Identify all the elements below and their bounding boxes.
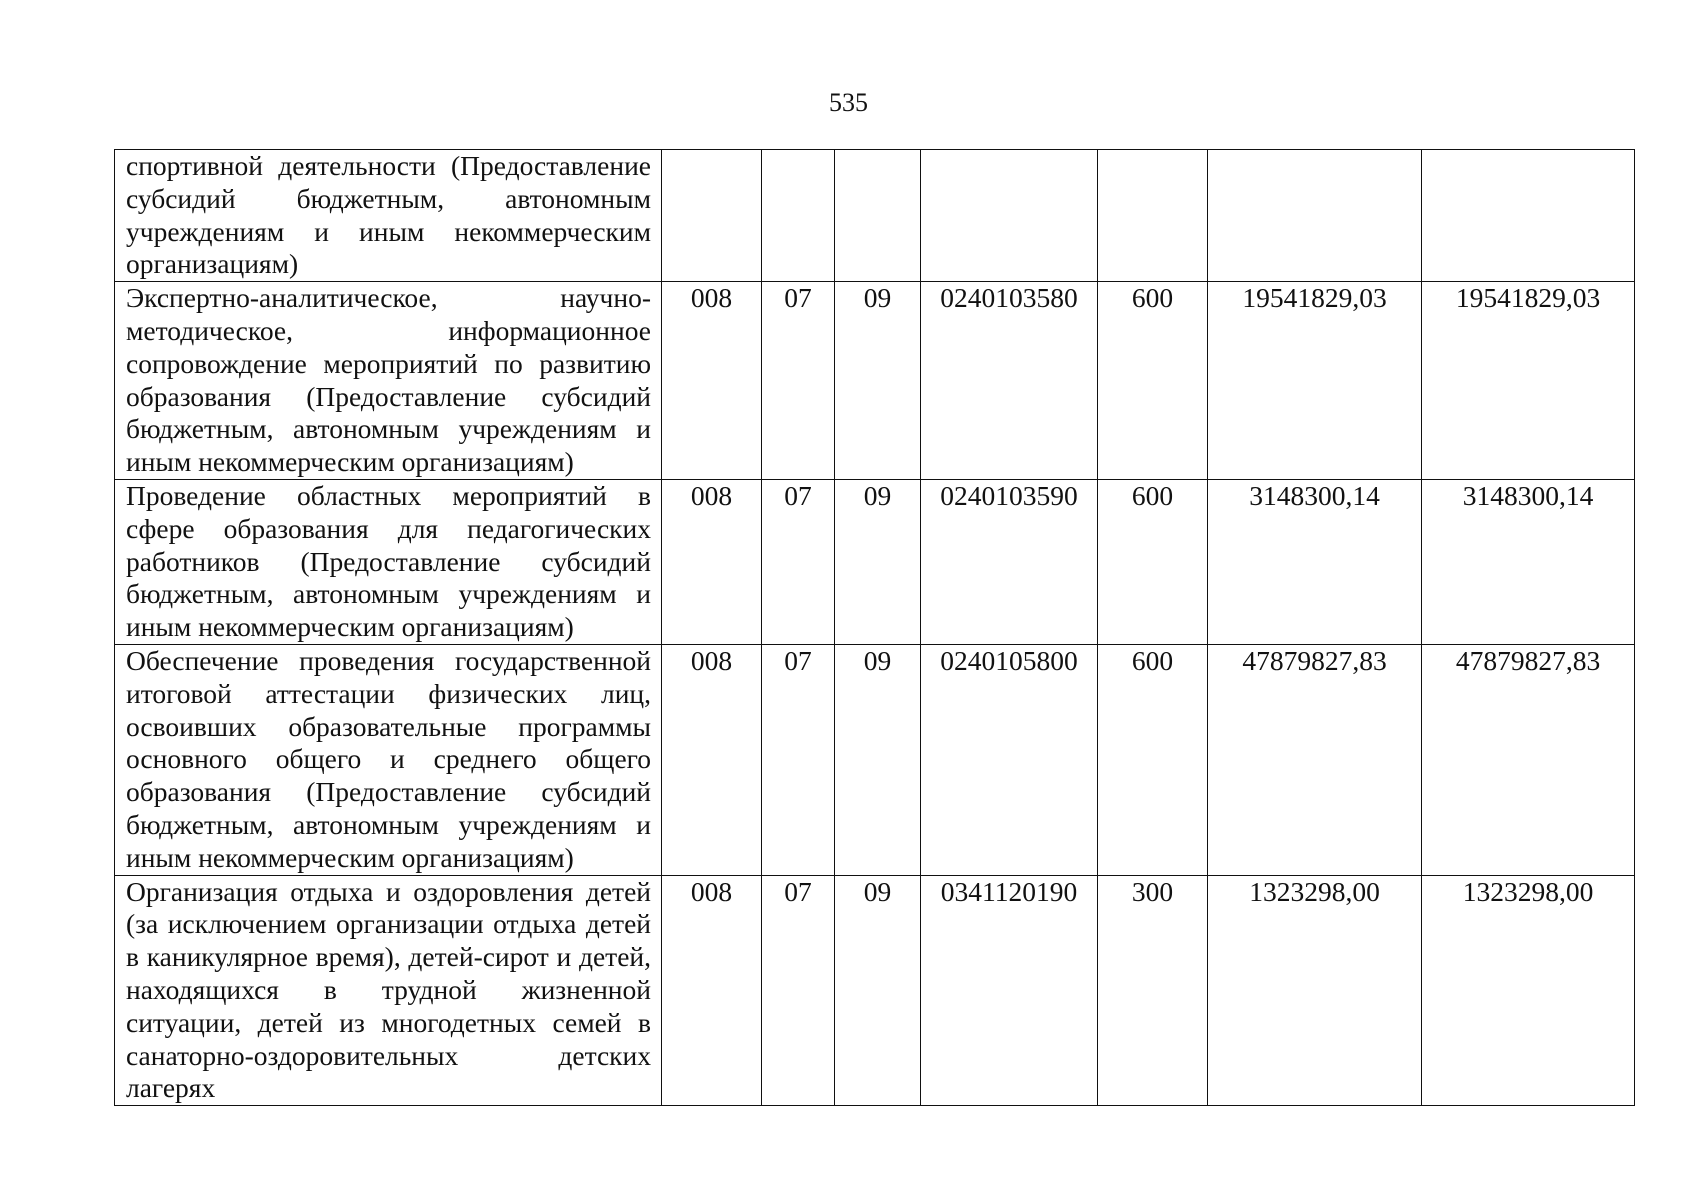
expense-type-code [1098,150,1208,282]
table-row [115,875,1635,1106]
target-article-code: 0341120190 [921,875,1098,1106]
row-description: Проведение областных мероприятий в сфере образования для педагогических работников (Предоставление субсидий бюджетным, автономным учреждениям и иным некоммерческим организациям) [115,479,662,644]
ministry-code: 008 [662,644,762,875]
table-row [115,150,1635,282]
subsection-code: 09 [835,282,921,480]
amount-2 [1422,150,1635,282]
row-description: Обеспечение проведения государственной итоговой аттестации физических лиц, освоивших образовательные программы основного общего и среднего общего образования (Предоставление субсидий бюджетным, автономным учреждениям и иным некоммерческим организациям) [115,644,662,875]
target-article-code [921,150,1098,282]
amount-1 [1208,150,1422,282]
expense-type-code: 300 [1098,875,1208,1106]
row-description: спортивной деятельности (Предоставление субсидий бюджетным, автономным учреждениям и иным некоммерческим организациям) [115,150,662,282]
budget-table [114,149,1635,1106]
amount-1: 19541829,03 [1208,282,1422,480]
section-code: 07 [762,282,835,480]
ministry-code: 008 [662,282,762,480]
target-article-code: 0240105800 [921,644,1098,875]
row-description: Экспертно-аналитическое, научно-методическое, информационное сопровождение мероприятий по развитию образования (Предоставление субсидий бюджетным, автономным учреждениям и иным некоммерческим организациям) [115,282,662,480]
table-row [115,282,1635,480]
expense-type-code: 600 [1098,282,1208,480]
amount-1: 1323298,00 [1208,875,1422,1106]
subsection-code: 09 [835,875,921,1106]
subsection-code [835,150,921,282]
page-number: 535 [829,88,868,117]
table-row [115,479,1635,644]
table-row [115,644,1635,875]
amount-2: 19541829,03 [1422,282,1635,480]
subsection-code: 09 [835,479,921,644]
amount-1: 3148300,14 [1208,479,1422,644]
ministry-code: 008 [662,875,762,1106]
amount-2: 47879827,83 [1422,644,1635,875]
row-description: Организация отдыха и оздоровления детей (за исключением организации отдыха детей в каникулярное время), детей-сирот и детей, находящихся в трудной жизненной ситуации, детей из многодетных семей в санаторно-оздоровительных детских лагерях [115,875,662,1106]
subsection-code: 09 [835,644,921,875]
ministry-code [662,150,762,282]
amount-2: 1323298,00 [1422,875,1635,1106]
target-article-code: 0240103590 [921,479,1098,644]
section-code: 07 [762,479,835,644]
expense-type-code: 600 [1098,479,1208,644]
ministry-code: 008 [662,479,762,644]
amount-1: 47879827,83 [1208,644,1422,875]
section-code: 07 [762,875,835,1106]
section-code: 07 [762,644,835,875]
section-code [762,150,835,282]
target-article-code: 0240103580 [921,282,1098,480]
amount-2: 3148300,14 [1422,479,1635,644]
expense-type-code: 600 [1098,644,1208,875]
